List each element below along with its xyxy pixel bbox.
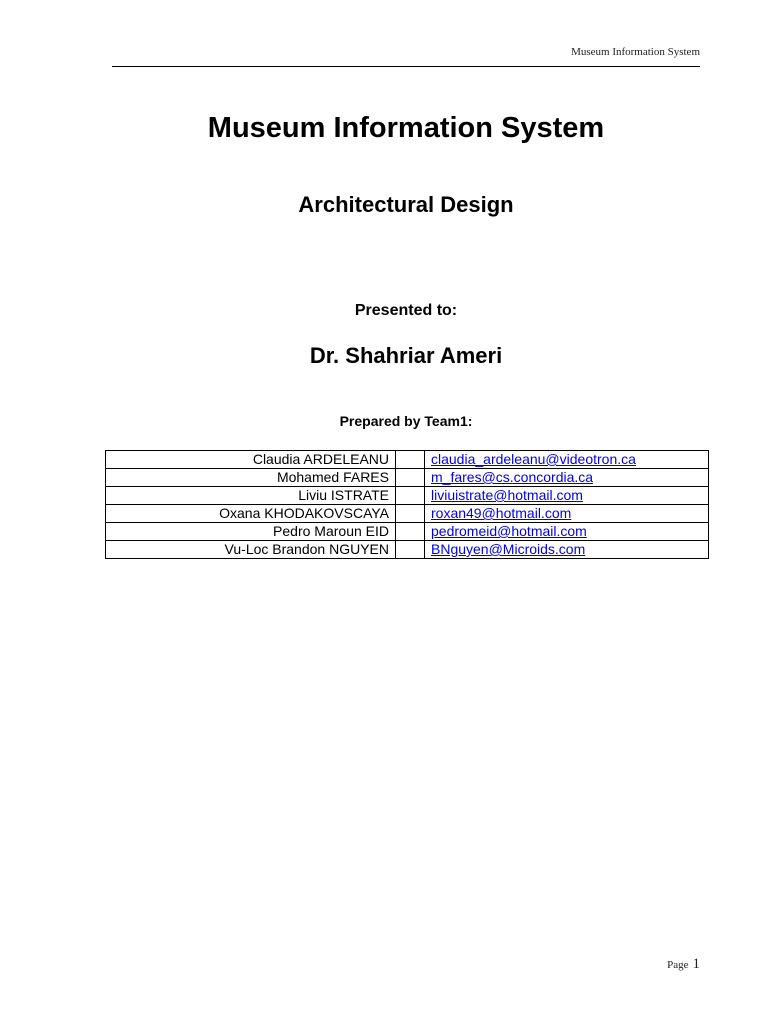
document-title: Museum Information System <box>207 112 605 144</box>
table-row <box>106 541 709 559</box>
page-label: Page <box>667 959 689 971</box>
member-name: Vu-Loc Brandon NGUYEN <box>106 541 396 559</box>
header-rule <box>112 66 700 67</box>
table-row <box>106 505 709 523</box>
member-email-link[interactable]: roxan49@hotmail.com <box>431 505 572 521</box>
table-row <box>106 523 709 541</box>
member-name: Claudia ARDELEANU <box>106 451 396 469</box>
running-header: Museum Information System <box>571 46 700 58</box>
spacer-cell <box>396 505 425 523</box>
member-name: Pedro Maroun EID <box>106 523 396 541</box>
spacer-cell <box>396 541 425 559</box>
prepared-by-label: Prepared by Team1: <box>339 413 473 429</box>
member-email-link[interactable]: liviuistrate@hotmail.com <box>431 487 583 503</box>
member-email-cell <box>425 541 709 559</box>
member-email-link[interactable]: pedromeid@hotmail.com <box>431 523 587 539</box>
table-row <box>106 487 709 505</box>
presenter-name: Dr. Shahriar Ameri <box>309 343 503 368</box>
member-email-cell <box>425 469 709 487</box>
spacer-cell <box>396 487 425 505</box>
document-subtitle: Architectural Design <box>298 192 514 217</box>
spacer-cell <box>396 451 425 469</box>
spacer-cell <box>396 469 425 487</box>
page-footer <box>667 955 700 973</box>
member-name: Liviu ISTRATE <box>106 487 396 505</box>
presented-to-label: Presented to: <box>354 302 458 319</box>
member-email-cell <box>425 451 709 469</box>
team-table <box>105 450 709 559</box>
member-email-cell <box>425 523 709 541</box>
member-name: Oxana KHODAKOVSCAYA <box>106 505 396 523</box>
member-email-link[interactable]: m_fares@cs.concordia.ca <box>431 469 594 485</box>
page-number: 1 <box>692 956 700 972</box>
member-email-cell <box>425 505 709 523</box>
table-row <box>106 469 709 487</box>
member-email-cell <box>425 487 709 505</box>
table-row <box>106 451 709 469</box>
member-name: Mohamed FARES <box>106 469 396 487</box>
member-email-link[interactable]: BNguyen@Microids.com <box>431 541 586 557</box>
member-email-link[interactable]: claudia_ardeleanu@videotron.ca <box>431 451 636 467</box>
spacer-cell <box>396 523 425 541</box>
